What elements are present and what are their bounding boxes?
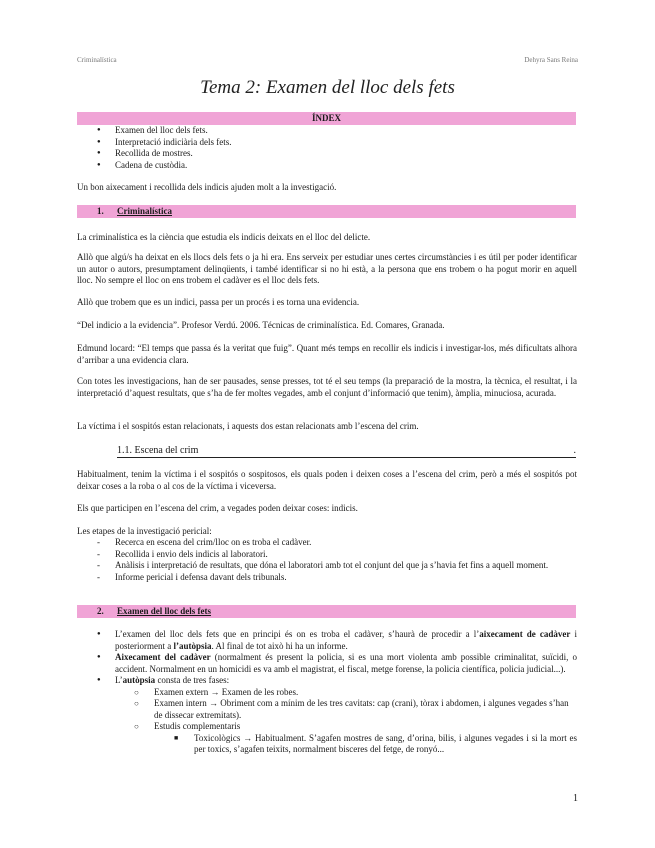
index-item: ● Examen del lloc dels fets. — [77, 125, 231, 137]
index-item: ● Interpretació indiciària dels fets. — [77, 137, 231, 149]
bold-term: l’autòpsia — [173, 640, 212, 651]
phase-item: ○ Examen intern → Obriment com a mínim de les tres cavitats: cap (crani), tòrax i abdomen, i algunes vegades s’han de dissecar extremitats). — [77, 698, 577, 721]
page-number: 1 — [573, 793, 578, 804]
index-band — [77, 112, 576, 125]
paragraph: Edmund locard: “El temps que passa és la veritat que fuig”. Quant més temps en recollir els indicis i investigar-los, més dificultats alhora d’arribar a una evidencia clara. — [77, 343, 577, 365]
paragraph: Allò que algú/s ha deixat en els llocs dels fets o ja hi era. Ens serveix per estudiar unes certes circumstàncies i es útil per poder identificar un autor o autors, presumptament delinqüents, i també identificar si no hi està, a la persona que ens trobem o ha pogut morir en aquell lloc. No sempre el lloc on ens trobem el cadàver es el lloc dels fets. — [77, 252, 577, 285]
index-list — [77, 125, 231, 171]
bold-term: aixecament de cadàver — [479, 629, 571, 639]
paragraph: La víctima i el sospitós estan relacionats, i aquests dos estan relacionats amb l’escena del crim. — [77, 421, 419, 431]
bullet-item — [77, 629, 577, 652]
citation-paragraph: “Del indicio a la evidencia”. Profesor Verdú. 2006. Técnicas de criminalística. Ed. Comares, Granada. — [77, 320, 445, 330]
phase-item: ○ Examen extern → Examen de les robes. — [77, 687, 577, 699]
paragraph: Habitualment, tenim la víctima i el sospitós o sospitosos, els quals poden i deixen coses a l’escena del crim, però a més el sospitós pot deixar coses a la roba o al cos de la víctima i viceversa. — [77, 469, 577, 491]
intro-paragraph: Un bon aixecament i recollida dels indicis ajuden molt a la investigació. — [77, 182, 337, 192]
index-label: ÍNDEX — [311, 113, 341, 123]
section-1-title: Criminalística — [117, 206, 172, 216]
header-right: Dehyra Sans Reina — [524, 56, 578, 64]
bullet-item — [77, 675, 577, 687]
paragraph: Les etapes de la investigació pericial: — [77, 526, 212, 536]
paragraph: Con totes les investigacions, han de ser pausades, sense presses, tot té el seu temps (la preparació de la mostra, la tècnica, el resultat, i la interpretació d’aquest resultats, que s’ha de fer moltes vegades, amb el conjunt d’informació que tenim), àmplia, minuciosa, acurada. — [77, 376, 577, 398]
subsection-1-1-trail: . — [573, 445, 576, 456]
bullet-text: i posteriorment a — [115, 629, 577, 651]
subsection-1-1-title: 1.1. Escena del crim — [117, 445, 199, 456]
index-item: ● Cadena de custòdia. — [77, 160, 231, 172]
section-2-heading — [77, 605, 576, 618]
stage-item: - Recerca en escena del crim/lloc on es troba el cadàver. — [77, 537, 577, 549]
stages-list — [77, 537, 577, 583]
sub-item: ■ Toxicològics → Habitualment. S’agafen mostres de sang, d’orina, bilis, i algunes vegades i si la mort es per toxics, s’agafen teixits, normalment bisceres del fetge, de ronyó... — [77, 733, 577, 756]
index-item: ● Recollida de mostres. — [77, 148, 231, 160]
section-2-list — [77, 629, 577, 756]
paragraph: La criminalística es la ciència que estudia els indicis deixats en el lloc del delicte. — [77, 232, 371, 242]
stage-item: - Recollida i envio dels indicis al laboratori. — [77, 549, 577, 561]
section-1-heading — [77, 205, 576, 218]
section-2-number: 2. — [97, 606, 104, 616]
bullet-text: . Al final de tot això hi ha un informe. — [211, 640, 348, 651]
bold-term: autòpsia — [122, 675, 156, 685]
bullet-text: (normalment és present la policia, si es una mort violenta amb possible criminalitat, suïcidi, o accident. Normalment en un homicidi es va amb el magistrat, el fiscal, metge forense, la policia científica, policia judicial...). — [115, 652, 577, 674]
bullet-text: L’ — [115, 675, 123, 685]
subsection-1-1-heading — [117, 444, 576, 458]
stage-item: - Anàlisis i interpretació de resultats, que dóna el laboratori amb tot el conjunt del que ja s’havia fet fins a aquell moment. — [77, 560, 577, 572]
bold-term: Aixecament del cadàver — [115, 652, 211, 662]
stage-item: - Informe pericial i defensa davant dels tribunals. — [77, 572, 577, 584]
paragraph: Allò que trobem que es un indici, passa per un procés i es torna una evidencia. — [77, 297, 360, 307]
bullet-item — [77, 652, 577, 675]
header-left: Criminalística — [77, 56, 117, 64]
section-1-number: 1. — [97, 206, 104, 216]
bullet-text: consta de tres fases: — [155, 675, 230, 685]
paragraph: Els que participen en l’escena del crim, a vegades poden deixar coses: indicis. — [77, 503, 358, 513]
bullet-text: L’examen del lloc dels fets que en principi és on es troba el cadàver, s’haurà de procedir a l’ — [115, 629, 480, 639]
phase-item: ○ Estudis complementaris — [77, 721, 577, 733]
page-title: Tema 2: Examen del lloc dels fets — [200, 77, 455, 98]
section-2-title: Examen del lloc dels fets — [117, 606, 211, 616]
